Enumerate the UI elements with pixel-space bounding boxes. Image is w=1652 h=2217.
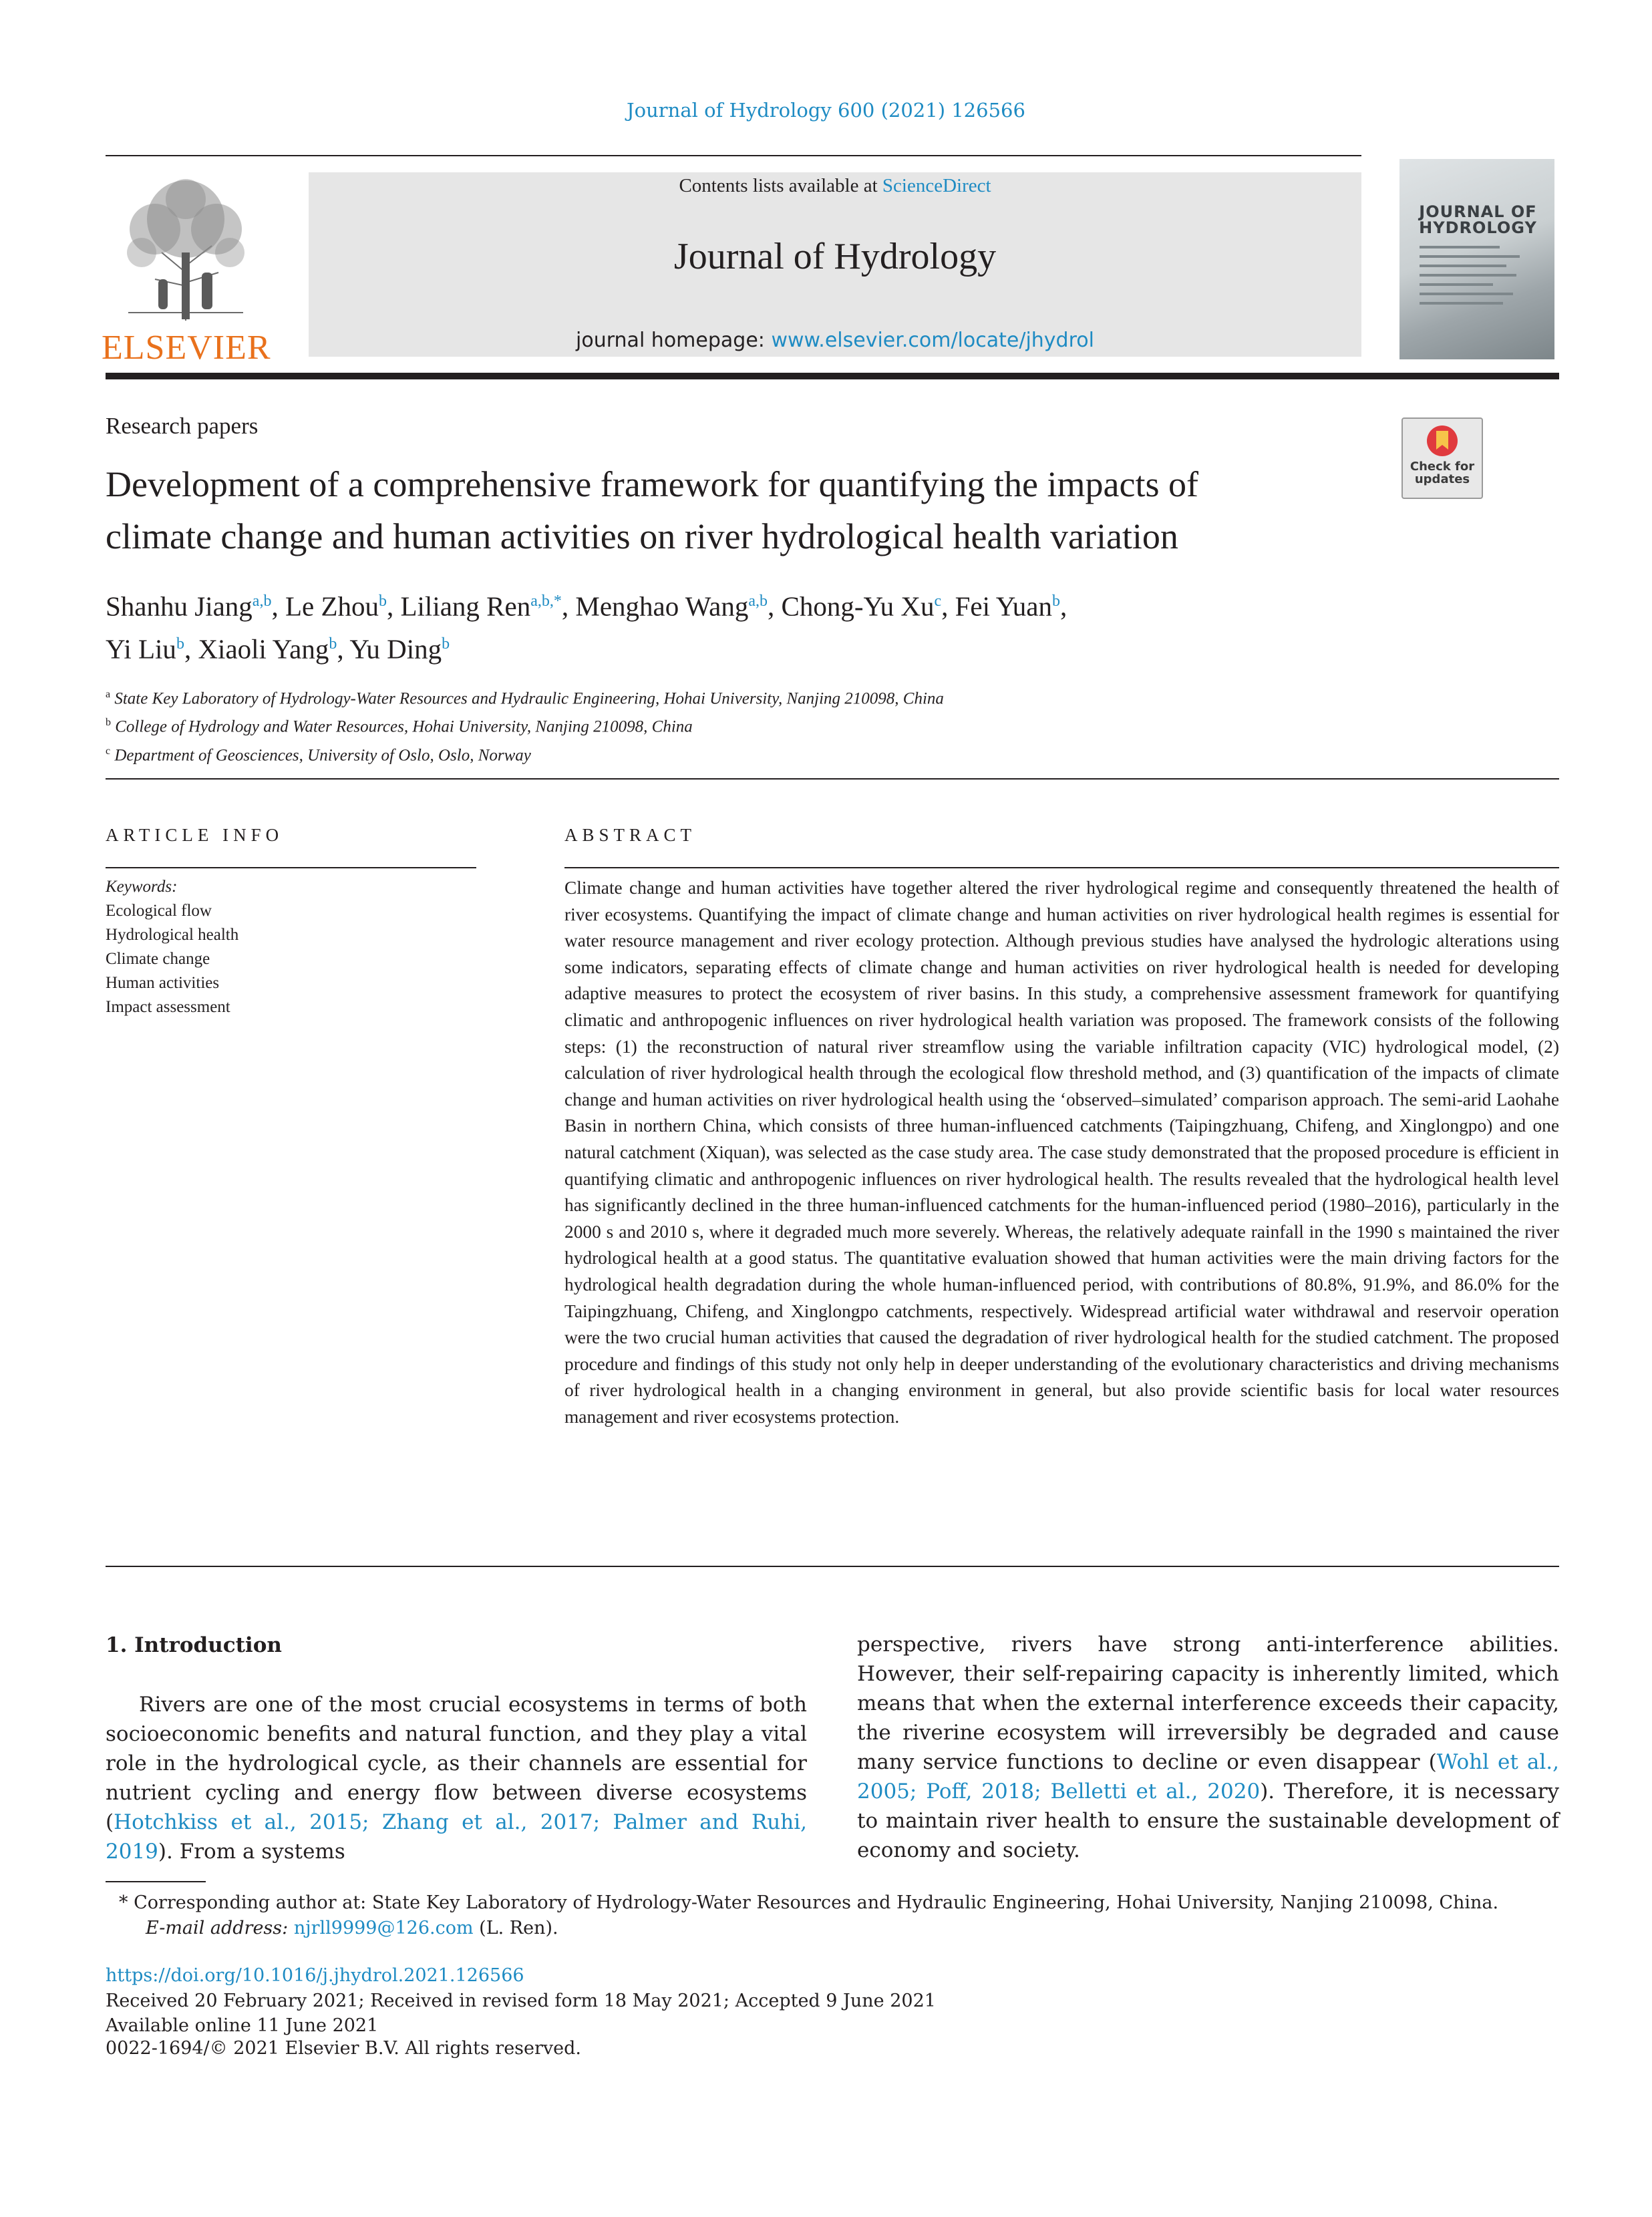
body-text: perspective, rivers have strong anti-interference abilities. However, their self-repairing capacity is inherently limited, which means that when the external interference exceeds their capacity, the riverine ecosystem will irreversibly be degraded and cause many service functions to decline or even disappear (: [857, 1633, 1559, 1774]
citation-link[interactable]: Hotchkiss et al., 2015; Zhang et al., 2017; Palmer and Ruhi, 2019: [106, 1810, 807, 1864]
cover-text-line: [1420, 274, 1516, 277]
check-updates-label: Check for updates: [1410, 460, 1475, 486]
elsevier-tree-icon: [102, 172, 270, 323]
citation-link[interactable]: Wohl et al., 2005; Poff, 2018; Belletti et al., 2020: [857, 1750, 1559, 1804]
author-separator: ,: [768, 590, 782, 622]
masthead-top-rule: [106, 155, 1361, 156]
affiliation-mark: c: [106, 745, 111, 757]
email-suffix: (L. Ren).: [473, 1918, 558, 1938]
footnote-line: [119, 1890, 1555, 1916]
keywords-block: [106, 875, 476, 1019]
cover-text-line: [1420, 283, 1493, 286]
author-separator: ,: [337, 633, 350, 665]
affiliation-mark: b: [106, 717, 111, 729]
body-text: Rivers are one of the most crucial ecosystems in terms of both socioeconomic benefits and natural function, and they play a vital role in the hydrological cycle, as their channels are essential for nutrient cycling and energy flow between diverse ecosystems (: [106, 1693, 807, 1834]
author-affiliation-link[interactable]: b: [1052, 592, 1060, 610]
author-name: Le Zhou: [285, 590, 379, 622]
intro-paragraph-right: [857, 1630, 1559, 1865]
section-label: Research papers: [106, 413, 259, 439]
author-name: Shanhu Jiang: [106, 590, 253, 622]
keyword-item: Climate change: [106, 950, 210, 968]
cover-text-line: [1420, 265, 1506, 267]
homepage-link[interactable]: www.elsevier.com/locate/jhydrol: [771, 329, 1094, 352]
footnote-text: Corresponding author at: State Key Laboratory of Hydrology-Water Resources and Hydraulic Engineering, Hohai University, Nanjing 210098, China.: [128, 1892, 1499, 1913]
masthead-thick-rule: [106, 373, 1559, 379]
author-name: Fei Yuan: [955, 590, 1052, 622]
corresponding-author-footnote: [119, 1890, 1555, 1941]
author-name: Liliang Ren: [400, 590, 531, 622]
title-line: Development of a comprehensive framework for quantifying the impacts of: [106, 464, 1198, 504]
doi-link[interactable]: https://doi.org/10.1016/j.jhydrol.2021.126566: [106, 1965, 524, 1986]
elsevier-wordmark: ELSEVIER: [102, 329, 271, 367]
homepage-prefix: journal homepage:: [576, 329, 772, 352]
author-separator: ,: [561, 590, 576, 622]
affiliation-text: Department of Geosciences, University of Oslo, Oslo, Norway: [114, 745, 531, 764]
keyword-item: Human activities: [106, 974, 220, 992]
abstract-rule: [564, 867, 1559, 868]
footnote-rule: [106, 1881, 206, 1882]
author-separator: ,: [1060, 590, 1067, 622]
contents-line: [309, 175, 1361, 197]
cover-text-line: [1420, 293, 1513, 295]
keywords-heading: Keywords:: [106, 878, 178, 896]
received-dates: Received 20 February 2021; Received in revised form 18 May 2021; Accepted 9 June 2021: [106, 1991, 936, 2011]
author-list: [106, 582, 1542, 667]
author-line: [106, 625, 1542, 668]
journal-cover-thumbnail[interactable]: [1399, 159, 1554, 359]
author-affiliation-link[interactable]: b: [379, 592, 387, 610]
cover-text-line: [1420, 302, 1503, 305]
keyword-item: Impact assessment: [106, 998, 230, 1016]
elsevier-logo: [102, 172, 271, 367]
cover-text-line: [1420, 255, 1520, 258]
cover-text-line: [1420, 246, 1500, 248]
author-affiliation-link[interactable]: b: [442, 635, 450, 653]
article-info-rule: [106, 867, 476, 868]
copyright: 0022-1694/© 2021 Elsevier B.V. All rights reserved.: [106, 2038, 582, 2059]
affiliation-item: [106, 683, 944, 711]
body-text: ). Therefore, it is necessary to maintain river health to ensure the sustainable development of economy and society.: [857, 1779, 1559, 1862]
author-affiliation-link[interactable]: c: [934, 592, 942, 610]
sciencedirect-link[interactable]: ScienceDirect: [882, 175, 991, 196]
check-for-updates-button[interactable]: [1401, 417, 1483, 499]
abstract-heading: ABSTRACT: [564, 825, 697, 845]
affiliation-text: College of Hydrology and Water Resources, Hohai University, Nanjing 210098, China: [115, 717, 693, 736]
affiliation-list: [106, 683, 944, 768]
author-line: [106, 582, 1542, 625]
affiliation-text: State Key Laboratory of Hydrology-Water Resources and Hydraulic Engineering, Hohai University, Nanjing 210098, China: [114, 689, 944, 708]
keyword-item: Ecological flow: [106, 902, 212, 920]
author-name: Yi Liu: [106, 633, 176, 665]
abstract-text: Climate change and human activities have together altered the river hydrological regime and consequently threatened the health of river ecosystems. Quantifying the impact of climate change and human activities on river hydrological health regimes is essential for water resource management and river ecology protection. Although previous studies have analysed the hydrologic alterations using some indicators, separating effects of climate change and human activities on river hydrological health is needed for developing adaptive measures to protect the ecosystem of river basins. In this study, a comprehensive assessment framework for quantifying climatic and anthropogenic influences on river hydrological health variation was proposed. The framework consists of the following steps: (1) the reconstruction of natural river streamflow using the variable infiltration capacity (VIC) hydrological model, (2) calculation of river hydrological health through the ecological flow threshold method, and (3) quantification of the impacts of climate change and human activities on river hydrological health using the ‘observed–simulated’ comparison approach. The semi-arid Laohahe Basin in northern China, which consists of three human-influenced catchments (Taipingzhuang, Chifeng, and Xinglongpo) and one natural catchment (Xiquan), was selected as the case study area. The case study demonstrated that the proposed procedure is efficient in quantifying climatic and anthropogenic influences on river hydrological health. The results revealed that the hydrological health level has significantly declined in the three human-influenced catchments for the human-influenced period (1980–2016), particularly in the 2000 s and 2010 s, where it degraded much more severely. Whereas, the relatively adequate rainfall in the 1990 s maintained the river hydrological health at a good status. The quantitative evaluation showed that human activities were the main driving factors for the hydrological health degradation during the whole human-influenced period, with contributions of 80.8%, 91.9%, and 86.0% for the Taipingzhuang, Chifeng, and Xinglongpo catchments, respectively. Widespread artificial water withdrawal and reservoir operation were the two crucial human activities that caused the degradation of river hydrological health for the studied catchment. The proposed procedure and findings of this study not only help in deeper understanding of the evolutionary characteristics and driving mechanisms of river hydrological health in a changing environment in general, but also provide scientific basis for local water resources management and river ecosystems protection.: [564, 878, 1559, 1427]
footnote-marker: *: [119, 1892, 128, 1913]
author-affiliation-link[interactable]: a,b: [748, 592, 768, 610]
author-separator: ,: [184, 633, 198, 665]
intro-heading: 1. Introduction: [106, 1633, 282, 1657]
cover-title: JOURNAL OF HYDROLOGY: [1419, 202, 1537, 237]
email-label: E-mail address:: [146, 1918, 294, 1938]
author-separator: ,: [941, 590, 955, 622]
affiliation-item: [106, 711, 944, 739]
author-affiliation-link[interactable]: a,b,*: [530, 592, 562, 610]
author-name: Chong-Yu Xu: [781, 590, 935, 622]
author-separator: ,: [387, 590, 401, 622]
paper-title: [106, 458, 1375, 562]
author-affiliation-link[interactable]: a,b: [252, 592, 272, 610]
affiliation-mark: a: [106, 689, 111, 700]
running-head[interactable]: Journal of Hydrology 600 (2021) 126566: [627, 99, 1025, 122]
contents-prefix: Contents lists available at: [679, 175, 882, 196]
journal-title: Journal of Hydrology: [673, 236, 997, 277]
keyword-item: Hydrological health: [106, 926, 239, 944]
author-name: Yu Ding: [349, 633, 442, 665]
author-affiliation-link[interactable]: b: [176, 635, 184, 653]
email-link[interactable]: njrll9999@126.com: [293, 1918, 474, 1938]
body-text: ). From a systems: [158, 1840, 345, 1864]
author-name: Menghao Wang: [575, 590, 749, 622]
author-name: Xiaoli Yang: [198, 633, 329, 665]
author-separator: ,: [271, 590, 285, 622]
affiliation-rule: [106, 778, 1559, 780]
homepage-line: [309, 329, 1361, 352]
intro-paragraph-left: [106, 1690, 807, 1866]
title-line: climate change and human activities on river hydrological health variation: [106, 516, 1178, 556]
abstract-end-rule: [106, 1566, 1559, 1567]
article-info-heading: ARTICLE INFO: [106, 825, 284, 845]
footnote-email-line: [119, 1916, 1555, 1941]
author-affiliation-link[interactable]: b: [329, 635, 337, 653]
affiliation-item: [106, 739, 944, 768]
available-online: Available online 11 June 2021: [106, 2015, 379, 2036]
